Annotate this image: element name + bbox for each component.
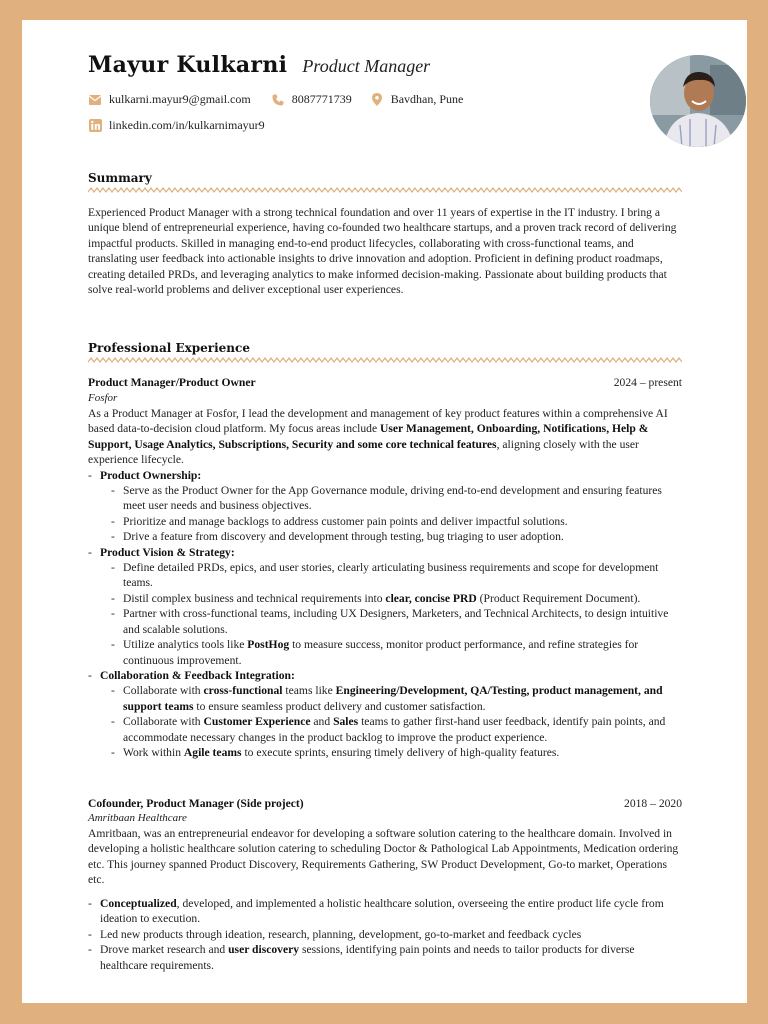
- text-run: Collaborate with: [123, 684, 204, 698]
- text-run: Work within: [123, 745, 184, 759]
- text-run-bold: Customer Experience: [203, 715, 311, 729]
- sub-list: [100, 483, 682, 545]
- location-pin-icon: [370, 93, 384, 107]
- job1-details: [88, 406, 682, 760]
- list-item: - Serve as the Product Owner for the App Governance module, driving end-to-end development and ensuring features meet user needs and business objectives.: [100, 483, 682, 514]
- list-item: [88, 668, 682, 760]
- sub-list: [100, 683, 682, 760]
- candidate-name: Mayur Kulkarni: [88, 52, 288, 78]
- group-title-product-ownership: Product Ownership:: [100, 468, 202, 482]
- text-run-bold: Sales: [333, 715, 359, 729]
- list-item: - Partner with cross-functional teams, including UX Designers, Marketers, and Technical Architects, to design intuitive and scalable solutions.: [100, 606, 682, 637]
- job2-company: Amritbaan Healthcare: [88, 812, 187, 824]
- list-item: [88, 942, 682, 973]
- text-run-bold: Engineering/Development, QA/Testing, product management, and support teams: [123, 684, 663, 713]
- location-text: Bavdhan, Pune: [390, 92, 464, 106]
- text-run: , developed, and implemented a holistic healthcare solution, overseeing the entire product life cycle from ideation to execution.: [100, 897, 664, 926]
- list-item: [100, 591, 682, 606]
- job1-intro: [88, 406, 682, 468]
- list-item: - Drive a feature from discovery and development through testing, bug triaging to user adoption.: [100, 529, 682, 544]
- experience-heading: Professional Experience: [88, 341, 250, 355]
- job2-title: Cofounder, Product Manager (Side project): [88, 797, 304, 810]
- contact-row-2: [88, 118, 265, 133]
- email-icon: [88, 93, 102, 107]
- text-run-bold: PostHog: [247, 638, 290, 652]
- list-item: [100, 714, 682, 745]
- list-item: - Define detailed PRDs, epics, and user stories, clearly articulating business requirements and scope for development teams.: [100, 560, 682, 591]
- text-run: Distil complex business and technical requirements into: [123, 591, 386, 605]
- text-run-bold: user discovery: [228, 943, 300, 957]
- job2-dates: 2018 – 2020: [624, 797, 682, 810]
- list-item: [100, 637, 682, 668]
- job1-company: Fosfor: [88, 392, 118, 404]
- phone-number[interactable]: 8087771739: [291, 92, 352, 106]
- candidate-role: Product Manager: [302, 56, 431, 76]
- text-run: and: [310, 715, 334, 729]
- job1-title: Product Manager/Product Owner: [88, 376, 256, 389]
- job1-intro-focus-areas: User Management, Onboarding, Notifications, Help & Support, Usage Analytics, Subscriptions, Security and some core technical features: [88, 422, 649, 451]
- text-run: Utilize analytics tools like: [123, 638, 248, 652]
- list-item: [100, 745, 682, 760]
- list-item: [88, 545, 682, 668]
- text-run: to ensure seamless product delivery and customer satisfaction.: [193, 699, 486, 713]
- resume-page: [22, 20, 747, 1003]
- job2-list: [88, 896, 682, 973]
- job1-intro-tail: , aligning closely with the user experience lifecycle.: [88, 437, 639, 467]
- group-title-collaboration: Collaboration & Feedback Integration:: [100, 668, 295, 682]
- job1-intro-text: As a Product Manager at Fosfor, I lead the development and management of key product features within a comprehensive AI based data-to-decision cloud platform. My focus areas include: [88, 407, 668, 436]
- text-run: teams to gather first-hand user feedback, identify pain points, and accommodate necessary changes in the product backlog to improve the product experience.: [123, 715, 666, 744]
- list-item: [88, 896, 682, 927]
- list-item: - Prioritize and manage backlogs to address customer pain points and deliver impactful solutions.: [100, 514, 682, 529]
- text-run: (Product Requirement Document).: [476, 591, 641, 605]
- contact-row-1: [88, 92, 463, 107]
- linkedin-link[interactable]: linkedin.com/in/kulkarnimayur9: [109, 118, 265, 132]
- summary-text: Experienced Product Manager with a strong technical foundation and over 11 years of expertise in the IT industry. I bring a unique blend of entrepreneurial experience, having co-founded two healthcare startups, and a proven track record of delivering impactful products. Skilled in managing end-to-end product lifecycles, collaborating with cross-functional teams, and translating user feedback into actionable insights to drive innovation and adoption. Proficient in defining product roadmaps, creating detailed PRDs, and leveraging analytics to make informed decision-making. Passionate about building products that solve real-world problems and deliver exceptional user experiences.: [88, 206, 677, 297]
- job1-dates: 2024 – present: [613, 376, 682, 389]
- header-name-row: [88, 52, 430, 78]
- summary-heading: Summary: [88, 171, 152, 185]
- profile-photo: [650, 55, 746, 147]
- list-item: [100, 683, 682, 714]
- text-run: Collaborate with: [123, 715, 204, 729]
- text-run-bold: cross-functional: [203, 684, 283, 698]
- list-item: - Led new products through ideation, research, planning, development, go-to-market and feedback cycles: [88, 927, 682, 942]
- linkedin-icon: [88, 119, 102, 133]
- summary-divider: [88, 187, 682, 193]
- phone-icon: [271, 93, 285, 107]
- list-item: [88, 468, 682, 545]
- text-run: teams like: [282, 684, 336, 698]
- job1-groups: [88, 468, 682, 761]
- job2-details: [88, 896, 682, 973]
- text-run: Drove market research and: [100, 943, 229, 957]
- sub-list: [100, 560, 682, 668]
- text-run: sessions, identifying pain points and needs to tailor products for diverse healthcare requirements.: [100, 943, 635, 972]
- text-run: to execute sprints, ensuring timely delivery of high-quality features.: [241, 745, 560, 759]
- text-run-bold: Conceptualized: [100, 897, 177, 910]
- group-title-product-vision: Product Vision & Strategy:: [100, 545, 235, 559]
- job2-intro: Amritbaan, was an entrepreneurial endeavor for developing a software solution catering to the healthcare domain. Involved in developing a holistic healthcare solution catering to scheduling Doctor & Pathological Lab Appointments, Medication ordering etc. This journey spanned Product Discovery, Requirements Gathering, SW Product Development, Go-to market, Operations etc.: [88, 827, 679, 887]
- text-run: to measure success, monitor product performance, and refine strategies for continuous improvement.: [123, 638, 639, 667]
- text-run-bold: clear, concise PRD: [385, 591, 477, 605]
- text-run-bold: Agile teams: [183, 745, 242, 759]
- experience-divider: [88, 357, 682, 363]
- email-link[interactable]: kulkarni.mayur9@gmail.com: [109, 92, 251, 106]
